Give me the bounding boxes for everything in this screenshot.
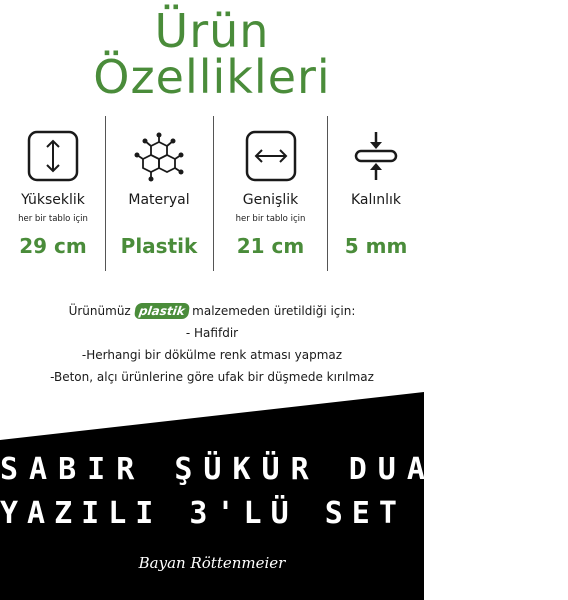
product-title-line-2: YAZILI 3'LÜ SET TABLO bbox=[0, 496, 568, 531]
description-line: - Hafifdir bbox=[185, 326, 239, 340]
product-title-line-1: SABIR ŞÜKÜR DUA bbox=[0, 452, 436, 487]
intro-after: malzemeden üretildiği için: bbox=[192, 304, 356, 318]
brand-signature: Bayan Röttenmeier bbox=[138, 554, 286, 572]
material-badge: plastik bbox=[133, 303, 189, 319]
feature-value: 29 cm bbox=[19, 234, 87, 258]
feature-sub: her bir tablo için bbox=[235, 214, 306, 224]
title-line-2: Özellikleri bbox=[93, 50, 331, 104]
feature-label: Yükseklik bbox=[21, 192, 85, 208]
feature-value: Plastik bbox=[120, 234, 198, 258]
description-line: -Beton, alçı ürünlerine göre ufak bir düşmede kırılmaz bbox=[50, 370, 374, 384]
feature-label: Kalınlık bbox=[350, 192, 402, 208]
feature-sub: her bir tablo için bbox=[18, 214, 88, 224]
feature-label: Genişlik bbox=[242, 192, 299, 208]
description-line: -Herhangi bir dökülme renk atması yapmaz bbox=[81, 348, 343, 362]
intro-before: Ürünümüz bbox=[68, 304, 131, 318]
title-line-1: Ürün bbox=[154, 4, 270, 58]
feature-label: Materyal bbox=[128, 192, 190, 208]
feature-value: 5 mm bbox=[344, 234, 408, 258]
feature-value: 21 cm bbox=[236, 234, 305, 258]
